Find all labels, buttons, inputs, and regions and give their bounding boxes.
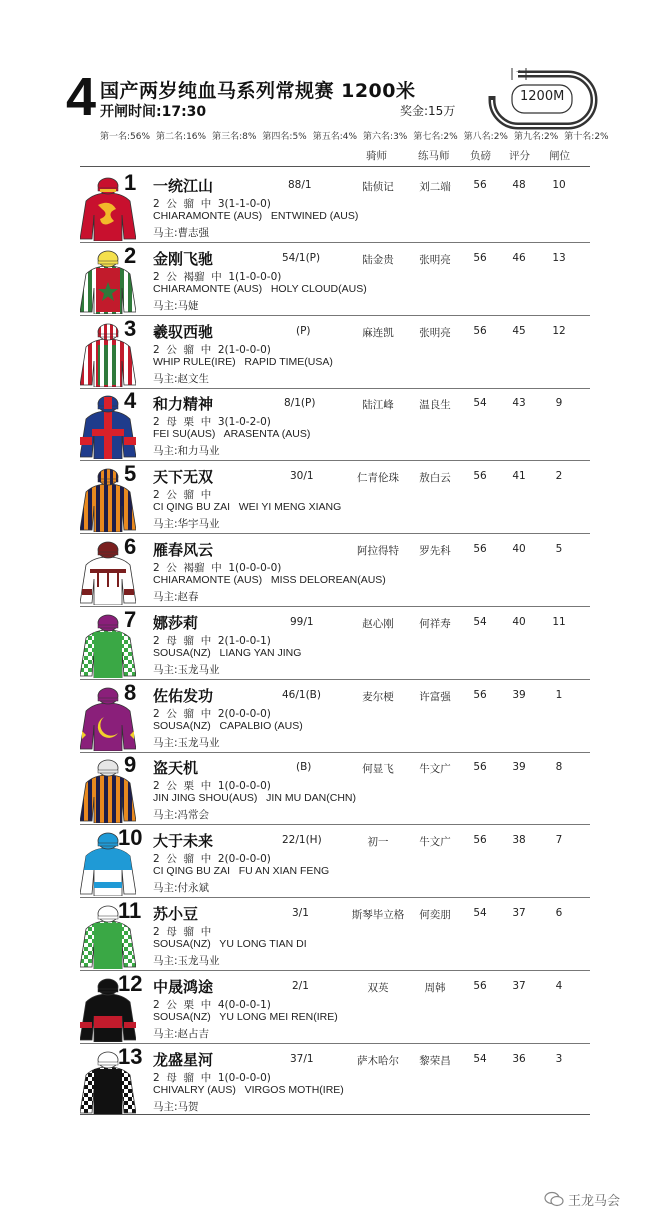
- horse-name: 盗天机: [153, 759, 199, 778]
- horse-name: 中晟鸿途: [153, 977, 214, 996]
- wechat-icon: [544, 1191, 564, 1207]
- prize: 奖金:15万: [400, 104, 456, 118]
- owner: 马主:赵文生: [153, 372, 210, 385]
- rating: 45: [512, 324, 526, 337]
- horse-info: 2 母 栗 中 3(1-0-2-0): [153, 416, 271, 429]
- jockey-name: 陆江峰: [362, 399, 394, 412]
- watermark: [568, 1190, 620, 1209]
- weight: 56: [473, 688, 487, 701]
- rating: 40: [512, 543, 526, 555]
- horse-name: 龙盛星河: [153, 1050, 214, 1069]
- rating: 40: [512, 615, 526, 628]
- odds: 99/1: [290, 615, 314, 628]
- gate: 6: [555, 907, 563, 919]
- pedigree: CI QING BU ZAI WEI YI MENG XIANG: [153, 501, 342, 514]
- weight: 56: [473, 324, 487, 337]
- gate: 8: [555, 761, 563, 774]
- pedigree: CHIARAMONTE (AUS) MISS DELOREAN(AUS): [153, 574, 386, 586]
- pedigree: SOUSA(NZ) YU LONG TIAN DI: [153, 938, 307, 950]
- purse-8: 第八名:2%: [463, 132, 508, 142]
- runner-row: [0, 607, 660, 680]
- owner: 马主:赵占吉: [153, 1027, 210, 1040]
- horse-info: 2 公 骝 中: [153, 489, 212, 502]
- owner: 马主:曹志强: [153, 227, 210, 239]
- runner-row: [0, 316, 660, 389]
- rating: 37: [512, 979, 526, 992]
- col-jockey: 骑师: [366, 150, 387, 162]
- weight: 56: [473, 179, 487, 191]
- race-number: 4: [66, 67, 97, 127]
- trainer-name: 何奕朋: [419, 909, 451, 921]
- purse-split: [100, 129, 615, 142]
- odds: 30/1: [290, 470, 314, 483]
- jockey-name: 何显飞: [362, 763, 394, 776]
- runner-row: [0, 825, 660, 898]
- horse-number: 7: [124, 606, 137, 632]
- weight: 56: [473, 834, 487, 847]
- pedigree: WHIP RULE(IRE) RAPID TIME(USA): [153, 355, 333, 368]
- owner: 马主:玉龙马业: [153, 663, 220, 676]
- weight: 54: [473, 907, 487, 919]
- horse-number: 3: [124, 315, 137, 341]
- weight: 56: [473, 979, 487, 992]
- gate: 11: [552, 615, 566, 628]
- runner-row: [0, 680, 660, 753]
- weight: 54: [473, 397, 487, 410]
- horse-info: 2 公 褐骝 中 1(0-0-0-0): [153, 562, 282, 574]
- horse-name: 大于未来: [153, 832, 214, 851]
- trainer-name: 牛文广: [419, 836, 451, 849]
- gate: 12: [552, 324, 566, 337]
- purse-5: 第五名:4%: [312, 132, 358, 142]
- trainer-name: 黎荣昌: [419, 1054, 451, 1067]
- trainer-name: 敖白云: [419, 472, 451, 485]
- rating: 46: [512, 251, 526, 264]
- odds: 88/1: [288, 179, 312, 191]
- horse-name: 和力精神: [153, 395, 214, 414]
- horse-name: 雁春风云: [153, 541, 214, 559]
- col-trainer: 练马师: [418, 150, 450, 162]
- rating: 48: [512, 179, 526, 191]
- rating: 43: [512, 397, 526, 410]
- gate: 13: [552, 251, 566, 264]
- race-title: 国产两岁纯血马系列常规赛 1200米: [100, 80, 416, 102]
- horse-number: 6: [124, 534, 137, 559]
- pedigree: CHIARAMONTE (AUS) HOLY CLOUD(AUS): [153, 282, 367, 295]
- odds: 46/1(B): [282, 688, 321, 701]
- purse-4: 第四名:5%: [262, 132, 307, 142]
- gate: 5: [555, 543, 563, 555]
- horse-name: 天下无双: [153, 468, 214, 487]
- rating: 38: [512, 834, 526, 847]
- horse-name: 金刚飞驰: [153, 249, 214, 268]
- gate: 9: [555, 397, 563, 410]
- track-distance-label: 1200M: [520, 89, 565, 104]
- runner-row: [0, 898, 660, 971]
- horse-name: 苏小豆: [153, 905, 199, 923]
- col-weight: 负磅: [470, 150, 491, 162]
- horse-info: 2 母 骝 中 2(1-0-0-1): [153, 634, 271, 647]
- jockey-name: 赵心刚: [362, 617, 394, 630]
- horse-info: 2 公 栗 中 1(0-0-0-0): [153, 780, 271, 793]
- jockey-name: 麻连凯: [362, 326, 394, 339]
- runner-row: [0, 534, 660, 607]
- purse-10: 第十名:2%: [564, 132, 609, 142]
- horse-number: 13: [118, 1043, 143, 1069]
- rating: 36: [512, 1052, 526, 1065]
- gate: 3: [555, 1052, 563, 1065]
- svg-text:→: →: [516, 68, 522, 75]
- footer-rule: [80, 1114, 590, 1115]
- runner-row: [0, 461, 660, 534]
- trainer-name: 牛文广: [419, 763, 451, 776]
- horse-number: 5: [124, 461, 137, 487]
- odds: 2/1: [292, 979, 309, 992]
- horse-info: 2 公 骝 中 2(0-0-0-0): [153, 707, 271, 720]
- horse-name: 佐佑发功: [153, 686, 214, 705]
- header-rule: [80, 166, 590, 167]
- horse-name: 娜莎莉: [153, 613, 199, 632]
- owner: 马主:赵春: [153, 591, 199, 603]
- rating: 37: [512, 907, 526, 919]
- col-rating: 评分: [509, 150, 530, 162]
- runner-row: [0, 1044, 660, 1117]
- jockey-name: 仁青伦珠: [357, 472, 399, 485]
- horse-number: 9: [124, 752, 137, 778]
- purse-9: 第九名:2%: [513, 132, 559, 142]
- horse-info: 2 母 骝 中 1(0-0-0-0): [153, 1071, 271, 1084]
- rating: 39: [512, 688, 526, 701]
- horse-info: 2 公 骝 中 2(1-0-0-0): [153, 343, 271, 356]
- trainer-name: 张明亮: [419, 326, 451, 339]
- gate: 1: [555, 688, 563, 701]
- horse-info: 2 母 骝 中: [153, 926, 212, 938]
- rating: 41: [512, 470, 526, 483]
- jockey-name: 萨木哈尔: [357, 1054, 399, 1067]
- weight: 54: [473, 615, 487, 628]
- horse-number: 2: [124, 242, 137, 268]
- jockey-name: 麦尔梗: [362, 690, 394, 703]
- runner-row: [0, 388, 660, 461]
- odds: (P): [296, 324, 311, 337]
- owner: 马主:玉龙马业: [153, 955, 220, 967]
- owner: 马主:华宇马业: [153, 518, 220, 531]
- trainer-name: 周韩: [424, 981, 446, 994]
- horse-info: 2 公 骝 中 2(0-0-0-0): [153, 853, 271, 866]
- horse-number: 1: [124, 170, 137, 195]
- purse-3: 第三名:8%: [212, 132, 257, 142]
- runner-row: [0, 243, 660, 316]
- jockey-name: 陆侦记: [362, 181, 394, 193]
- horse-number: 4: [124, 388, 137, 414]
- runner-row: [0, 752, 660, 825]
- pedigree: SOUSA(NZ) YU LONG MEI REN(IRE): [153, 1010, 338, 1023]
- owner: 马主:玉龙马业: [153, 736, 220, 749]
- jockey-name: 阿拉得特: [357, 545, 399, 557]
- weight: 56: [473, 543, 487, 555]
- gate: 7: [555, 834, 563, 847]
- gate: 4: [555, 979, 563, 992]
- odds: 8/1(P): [284, 397, 316, 410]
- horse-name: 羲驭西驰: [153, 322, 214, 341]
- jockey-name: 双英: [367, 981, 389, 994]
- weight: 56: [473, 251, 487, 264]
- owner: 马主:付永斌: [153, 882, 210, 895]
- trainer-name: 许富强: [419, 690, 451, 703]
- weight: 54: [473, 1052, 487, 1065]
- trainer-name: 温良生: [419, 399, 451, 412]
- owner: 马主:马贺: [153, 1100, 199, 1113]
- pedigree: JIN JING SHOU(AUS) JIN MU DAN(CHN): [153, 792, 356, 805]
- rating: 39: [512, 761, 526, 774]
- runner-row: [0, 170, 660, 243]
- trainer-name: 张明亮: [419, 253, 451, 266]
- odds: 54/1(P): [282, 251, 321, 264]
- pedigree: CHIARAMONTE (AUS) ENTWINED (AUS): [153, 210, 359, 222]
- horse-info: 2 公 骝 中 3(1-1-0-0): [153, 198, 271, 210]
- purse-2: 第二名:16%: [156, 132, 207, 142]
- odds: 22/1(H): [282, 834, 322, 847]
- horse-number: 8: [124, 679, 137, 705]
- pedigree: CHIVALRY (AUS) VIRGOS MOTH(IRE): [153, 1083, 344, 1096]
- post-time: 开闸时间:17:30: [100, 104, 207, 120]
- col-gate: 闸位: [549, 150, 570, 162]
- purse-6: 第六名:3%: [363, 132, 408, 142]
- pedigree: SOUSA(NZ) LIANG YAN JING: [153, 646, 302, 659]
- watermark-text: 王龙马会: [568, 1194, 621, 1209]
- gate: 2: [555, 470, 563, 483]
- odds: 37/1: [290, 1052, 314, 1065]
- horse-number: 10: [118, 825, 143, 851]
- odds: (B): [296, 761, 312, 774]
- purse-7: 第七名:2%: [413, 132, 458, 142]
- trainer-name: 罗先科: [419, 545, 451, 557]
- horse-info: 2 公 栗 中 4(0-0-0-1): [153, 998, 271, 1011]
- pedigree: CI QING BU ZAI FU AN XIAN FENG: [153, 865, 330, 878]
- trainer-name: 刘二端: [419, 181, 451, 193]
- jockey-name: 斯琴毕立格: [351, 909, 405, 921]
- gate: 10: [552, 179, 566, 191]
- owner: 马主:冯常会: [153, 809, 210, 822]
- weight: 56: [473, 761, 487, 774]
- horse-name: 一统江山: [153, 177, 214, 195]
- horse-number: 11: [118, 898, 142, 923]
- runner-row: [0, 971, 660, 1044]
- trainer-name: 何祥寿: [419, 617, 451, 630]
- horse-info: 2 公 褐骝 中 1(1-0-0-0): [153, 270, 282, 283]
- purse-1: 第一名:56%: [100, 132, 151, 142]
- pedigree: FEI SU(AUS) ARASENTA (AUS): [153, 428, 311, 441]
- pedigree: SOUSA(NZ) CAPALBIO (AUS): [153, 719, 303, 732]
- odds: 3/1: [292, 907, 309, 919]
- jockey-name: 陆金贵: [362, 253, 394, 266]
- weight: 56: [473, 470, 487, 483]
- owner: 马主:马婕: [153, 299, 199, 312]
- horse-number: 12: [118, 970, 143, 996]
- owner: 马主:和力马业: [153, 445, 220, 458]
- jockey-name: 初一: [367, 836, 389, 849]
